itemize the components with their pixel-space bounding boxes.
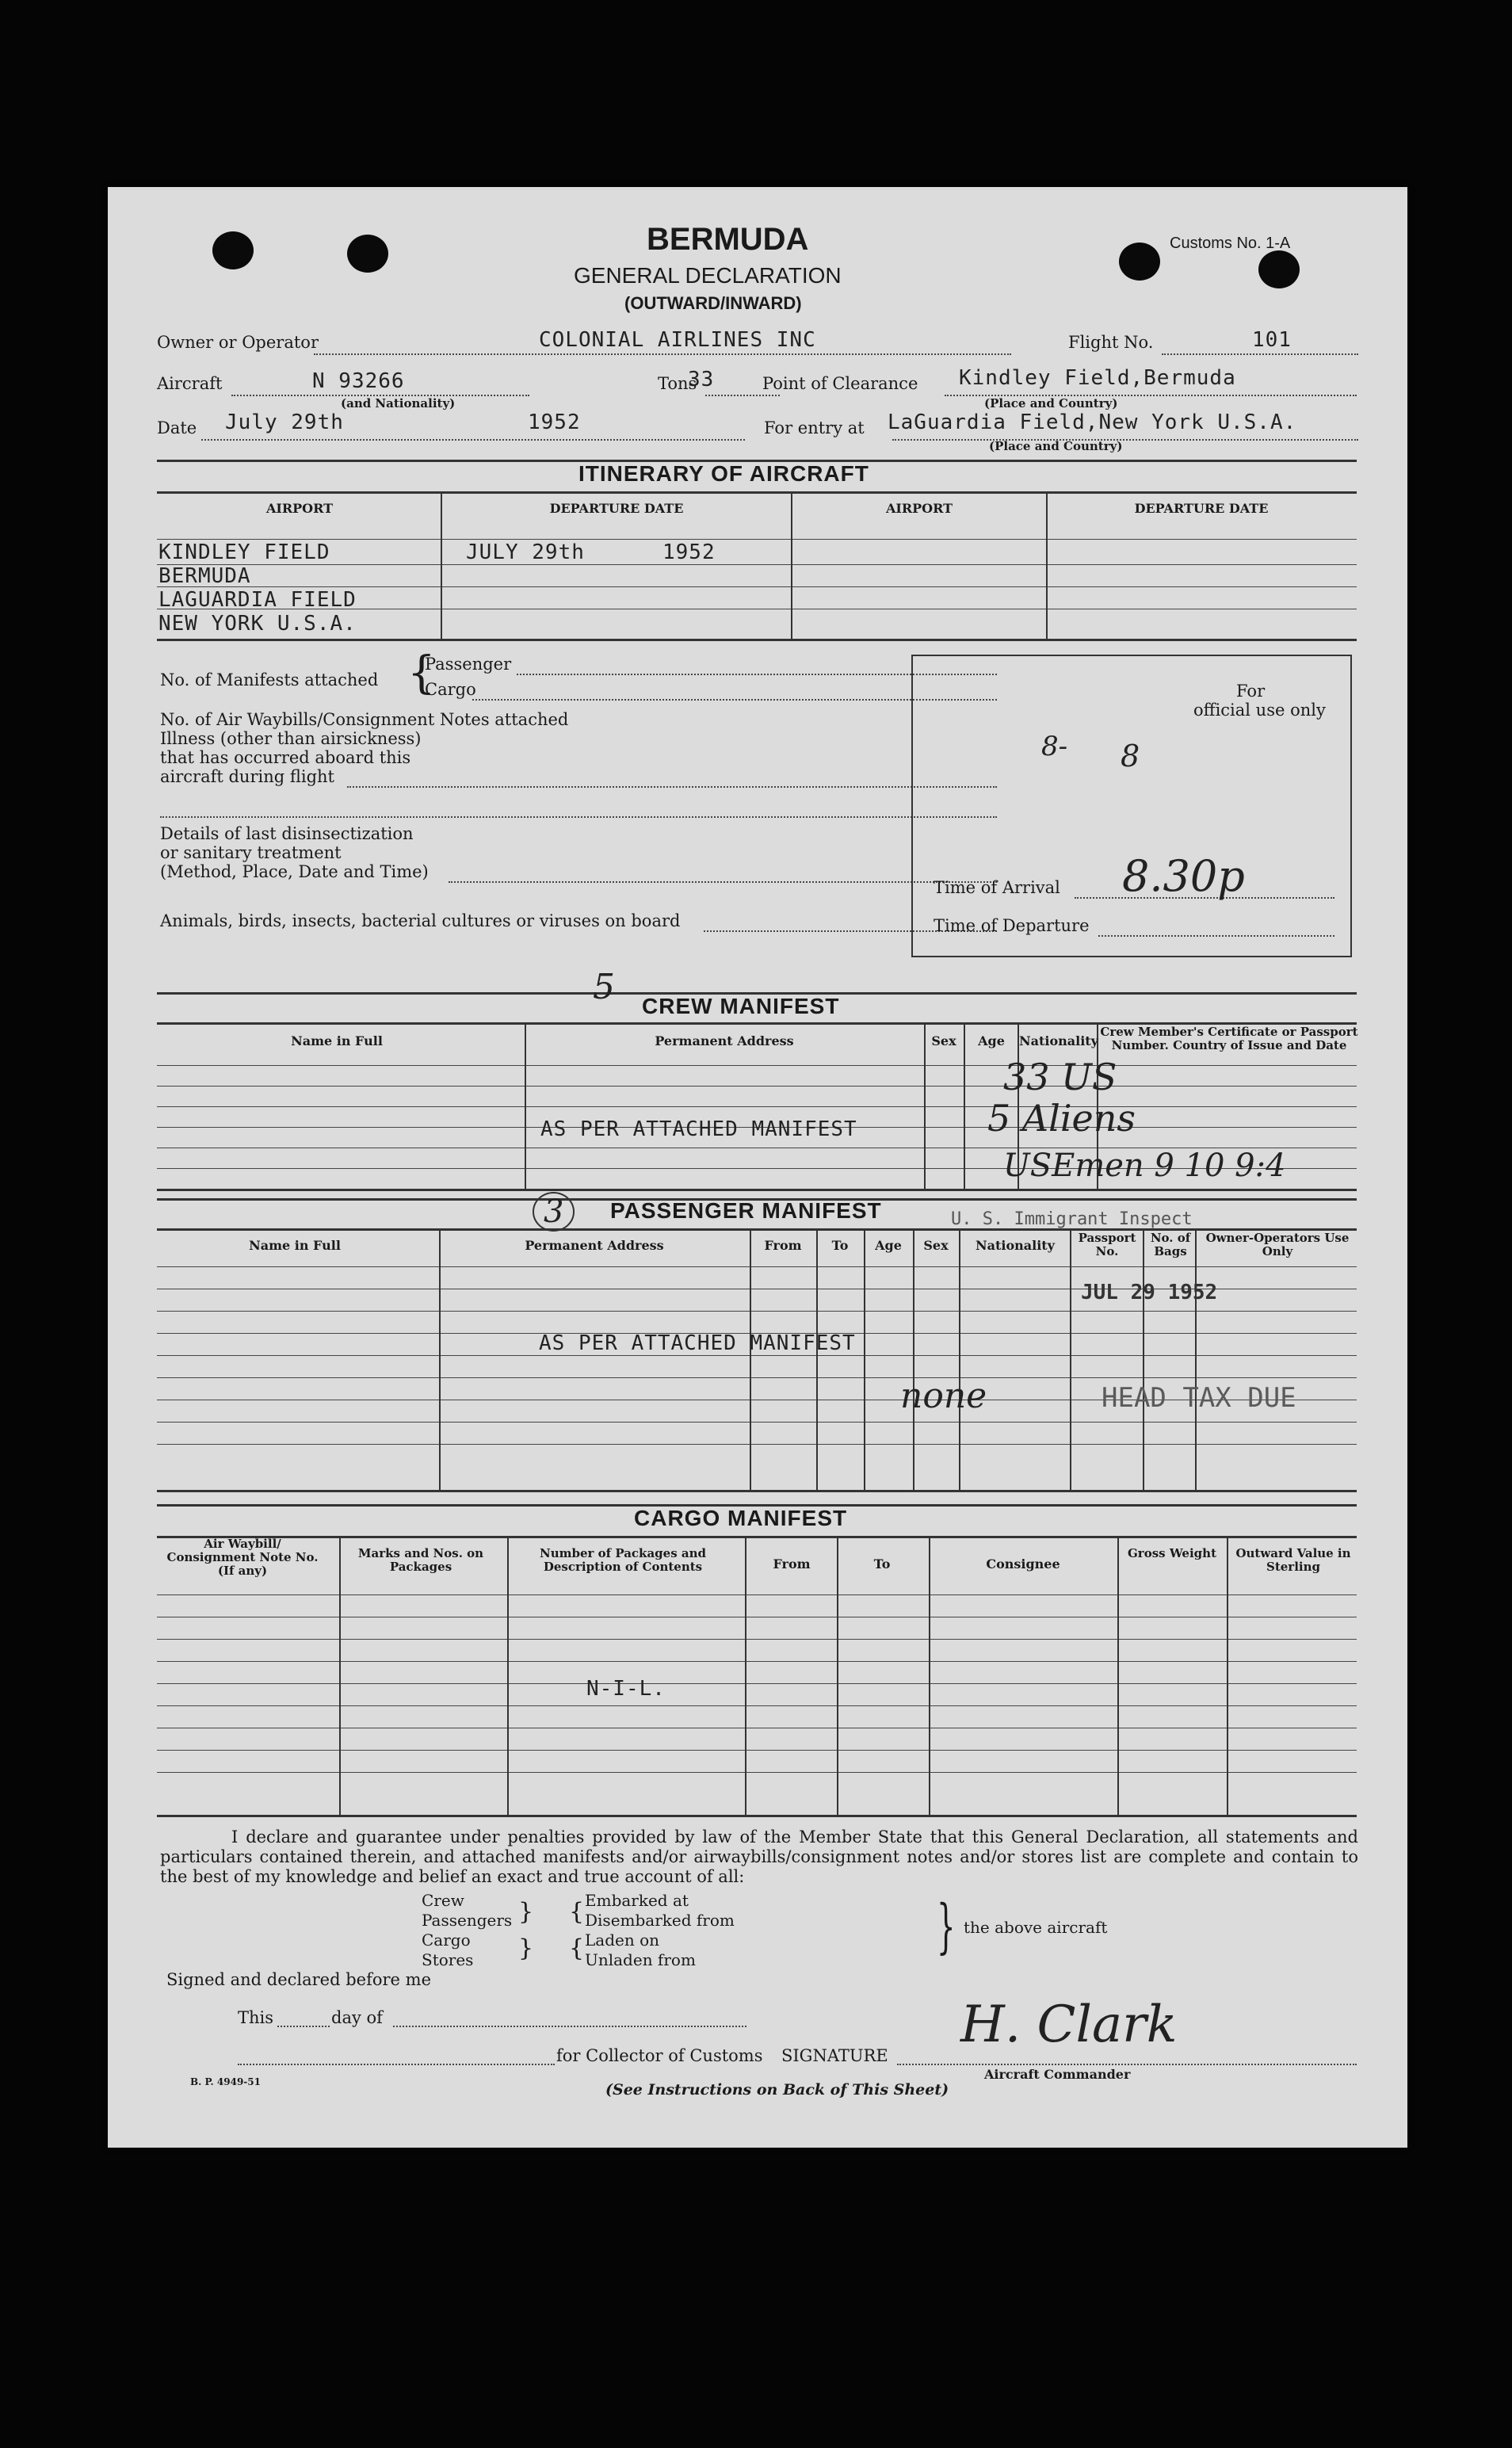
rule [157, 639, 1357, 641]
itinerary-col-airport-2: AIRPORT [885, 501, 953, 516]
rule [157, 1086, 1357, 1087]
rule [439, 1230, 441, 1490]
punch-hole [1119, 243, 1160, 281]
crew-col-name: Name in Full [291, 1033, 383, 1048]
rule [157, 1266, 1357, 1267]
cargo-col-outward: Outward Value in Sterling [1235, 1546, 1351, 1574]
rule [157, 1490, 1357, 1492]
instructions-note: (See Instructions on Back of This Sheet) [605, 2081, 949, 2099]
owner-label: Owner or Operator [157, 333, 319, 352]
rule [507, 1537, 509, 1815]
rule [157, 1106, 1357, 1107]
rule [160, 816, 997, 818]
rule [1195, 1230, 1197, 1490]
official-mark: 8- [1041, 731, 1068, 762]
rule [1098, 935, 1334, 937]
itinerary-row: BERMUDA [158, 564, 251, 588]
crew-col-certificate: Crew Member's Certificate or Passport Number. Country of Issue and Date [1100, 1025, 1358, 1052]
manifest-passenger: Passenger [425, 655, 512, 674]
itinerary-row: KINDLEY FIELD [158, 540, 330, 564]
official-mark-2: 8 [1121, 739, 1140, 773]
rule [157, 1772, 1357, 1773]
itinerary-row: LAGUARDIA FIELD [158, 588, 357, 612]
crew-col-age: Age [978, 1033, 1005, 1048]
this-label: This [238, 2008, 274, 2027]
rule [157, 1594, 1357, 1595]
rule [157, 1444, 1357, 1445]
itinerary-row: NEW YORK U.S.A. [158, 612, 357, 636]
passenger-col-bags: No. of Bags [1150, 1231, 1191, 1258]
disinsect-label-2: or sanitary treatment [160, 843, 342, 862]
commander-label: Aircraft Commander [984, 2067, 1131, 2082]
rule [1117, 1537, 1119, 1815]
disinsect-label: Details of last disinsectization [160, 824, 414, 843]
declaration-unladen: Unladen from [585, 1950, 696, 1969]
passenger-col-owner: Owner-Operators Use Only [1205, 1231, 1350, 1258]
passenger-title: PASSENGER MANIFEST [610, 1198, 882, 1223]
form-title: BERMUDA [647, 222, 809, 257]
rule [897, 2064, 1357, 2065]
rule [525, 1024, 526, 1189]
crew-hand-note-3: USEmen 9 10 9:4 [1003, 1148, 1286, 1184]
cargo-col-consignee: Consignee [986, 1556, 1060, 1572]
date-line [201, 439, 745, 441]
day-of-label: day of [331, 2008, 383, 2027]
aircraft-value: N 93266 [312, 369, 405, 393]
clearance-label: Point of Clearance [762, 374, 918, 393]
clearance-value: Kindley Field,Bermuda [959, 366, 1236, 390]
passenger-col-age: Age [875, 1238, 902, 1253]
collector-label: for Collector of Customs [556, 2046, 763, 2065]
aircraft-sub: (and Nationality) [341, 396, 456, 411]
declaration-form [108, 187, 1407, 2148]
departure-label: Time of Departure [934, 916, 1090, 935]
rule [913, 1230, 914, 1490]
rule [157, 1189, 1357, 1191]
declaration-laden: Laden on [585, 1931, 660, 1950]
passenger-col-to: To [831, 1238, 849, 1253]
declaration-passengers: Passengers [422, 1911, 513, 1930]
illness-label-2: that has occurred aboard this [160, 748, 411, 767]
passenger-col-from: From [764, 1238, 802, 1253]
arrival-label: Time of Arrival [934, 878, 1060, 897]
tons-value: 33 [688, 368, 715, 391]
punch-hole [347, 235, 388, 273]
clearance-sub: (Place and Country) [984, 396, 1118, 411]
aircraft-label: Aircraft [157, 374, 223, 393]
rule [864, 1230, 865, 1490]
punch-hole [212, 231, 254, 269]
brace: { [407, 647, 436, 699]
illness-label: Illness (other than airsickness) [160, 729, 422, 748]
commander-signature: H. Clark [960, 1995, 1178, 2054]
declaration-persons [422, 1891, 513, 1970]
rule [157, 1355, 1357, 1356]
itinerary-dep-date: JULY 29th [466, 540, 585, 564]
cargo-col-gross: Gross Weight [1127, 1546, 1217, 1560]
passenger-count: 3 [533, 1192, 575, 1232]
brace: { { [569, 1898, 585, 1962]
rule [157, 1683, 1357, 1684]
rule [157, 564, 1357, 565]
rule [157, 1377, 1357, 1378]
rule [157, 1311, 1357, 1312]
head-tax-stamp: HEAD TAX DUE [1102, 1382, 1296, 1414]
cargo-col-from: From [773, 1556, 811, 1572]
official-label-2: official use only [1193, 701, 1326, 720]
rule [837, 1537, 838, 1815]
rule [157, 1815, 1357, 1817]
rule [157, 1705, 1357, 1706]
disinsect-label-3: (Method, Place, Date and Time) [160, 862, 429, 881]
rule [157, 491, 1357, 494]
rule [1070, 1230, 1071, 1490]
rule [393, 2026, 746, 2027]
itinerary-col-departure-2: DEPARTURE DATE [1134, 501, 1269, 516]
crew-col-sex: Sex [931, 1033, 956, 1048]
itinerary-dep-year: 1952 [662, 540, 716, 564]
rule [238, 2064, 555, 2065]
animals-label: Animals, birds, insects, bacterial cultures or viruses on board [160, 911, 681, 930]
rule [929, 1537, 930, 1815]
rule [745, 1537, 746, 1815]
crew-count: 5 [593, 967, 615, 1007]
rule [791, 493, 792, 639]
crew-col-nationality: Nationality [1019, 1033, 1098, 1048]
crew-hand-note: 33 US [1003, 1056, 1117, 1098]
passenger-hand-note: none [900, 1376, 987, 1416]
rule [157, 1422, 1357, 1423]
rule [1046, 493, 1048, 639]
crew-hand-note-2: 5 Aliens [987, 1097, 1136, 1140]
rule [157, 1536, 1357, 1538]
rule [959, 1230, 960, 1490]
rule [964, 1024, 965, 1189]
owner-line [314, 353, 1011, 355]
signed-label: Signed and declared before me [166, 1970, 432, 1989]
entry-value: LaGuardia Field,New York U.S.A. [888, 411, 1297, 434]
year-value: 1952 [528, 411, 581, 434]
passenger-as-per: AS PER ATTACHED MANIFEST [539, 1331, 856, 1355]
crew-title: CREW MANIFEST [642, 994, 840, 1018]
tons-label: Tons [658, 374, 697, 393]
declaration-above: the above aircraft [964, 1918, 1108, 1937]
flight-value: 101 [1252, 328, 1292, 352]
passenger-col-nationality: Nationality [976, 1238, 1055, 1253]
entry-line [892, 439, 1358, 441]
rule [924, 1024, 926, 1189]
rule [1143, 1230, 1144, 1490]
rule [750, 1230, 751, 1490]
rule [157, 1065, 1357, 1066]
date-value: July 29th [225, 411, 344, 434]
declaration-embarked: Embarked at [585, 1891, 689, 1910]
rule [816, 1230, 818, 1490]
rule [1227, 1537, 1228, 1815]
waybills-label: No. of Air Waybills/Consignment Notes attached [160, 710, 569, 729]
declaration-text [160, 1827, 1358, 1887]
cargo-col-number: Number of Packages and Description of Contents [540, 1546, 706, 1574]
declaration-crew: Crew [422, 1891, 464, 1910]
manifests-label: No. of Manifests attached [160, 670, 379, 689]
crew-col-address: Permanent Address [655, 1033, 794, 1048]
signature-label: SIGNATURE [781, 2046, 888, 2065]
immigration-date-stamp: JUL 29 1952 [1081, 1281, 1218, 1304]
flight-line [1162, 353, 1358, 355]
declaration-cargo: Cargo [422, 1931, 471, 1950]
cargo-title: CARGO MANIFEST [634, 1506, 848, 1530]
itinerary-col-departure: DEPARTURE DATE [549, 501, 684, 516]
form-code: B. P. 4949-51 [190, 2076, 261, 2087]
cargo-col-waybill: Air Waybill/ Consignment Note No. (If any) [166, 1537, 319, 1578]
rule [339, 1537, 341, 1815]
official-label: For [1236, 682, 1266, 701]
immigration-stamp-header: U. S. Immigrant Inspect [951, 1209, 1193, 1229]
entry-label: For entry at [764, 418, 865, 437]
declaration-movements [585, 1891, 775, 1970]
flight-label: Flight No. [1068, 333, 1154, 352]
date-label: Date [157, 418, 197, 437]
rule [157, 586, 1357, 587]
rule [157, 539, 1357, 540]
itinerary-col-airport: AIRPORT [265, 501, 334, 516]
rule [441, 493, 442, 639]
declaration-disembarked: Disembarked from [585, 1911, 735, 1930]
cargo-value: N-I-L. [586, 1677, 666, 1701]
entry-sub: (Place and Country) [989, 439, 1123, 453]
rule [347, 786, 997, 788]
passenger-col-name: Name in Full [249, 1238, 341, 1253]
declaration-line-2: particulars contained therein, and attached manifests and/or airwaybills/consignment notes and/or stores list are complete and contain [160, 1847, 1334, 1866]
declaration-line-3: to the best of my knowledge and belief an exact and true account of all: [160, 1847, 1358, 1886]
form-subtitle: GENERAL DECLARATION [574, 263, 842, 288]
rule [157, 1750, 1357, 1751]
passenger-col-passport: Passport No. [1078, 1231, 1136, 1258]
declaration-line-1: I declare and guarantee under penalties provided by law of the Member State that this General Declaration, all statements and [231, 1827, 1358, 1847]
crew-as-per: AS PER ATTACHED MANIFEST [540, 1117, 857, 1141]
rule [157, 1661, 1357, 1662]
illness-label-3: aircraft during flight [160, 767, 334, 786]
form-direction: (OUTWARD/INWARD) [624, 293, 802, 313]
rule [157, 1639, 1357, 1640]
declaration-stores: Stores [422, 1950, 474, 1969]
tons-line [705, 395, 780, 396]
manifest-cargo: Cargo [425, 680, 476, 699]
passenger-col-address: Permanent Address [525, 1238, 664, 1253]
brace: } } [518, 1898, 534, 1962]
rule [277, 2026, 330, 2027]
brace: } [937, 1892, 956, 1961]
cargo-col-marks: Marks and Nos. on Packages [357, 1546, 484, 1574]
itinerary-title: ITINERARY OF AIRCRAFT [578, 461, 869, 486]
passenger-col-sex: Sex [923, 1238, 949, 1253]
punch-hole [1258, 250, 1300, 288]
cargo-col-to: To [873, 1556, 891, 1572]
form-number: Customs No. 1-A [1170, 235, 1291, 252]
arrival-value: 8.30p [1122, 851, 1245, 901]
owner-value: COLONIAL AIRLINES INC [539, 328, 816, 352]
